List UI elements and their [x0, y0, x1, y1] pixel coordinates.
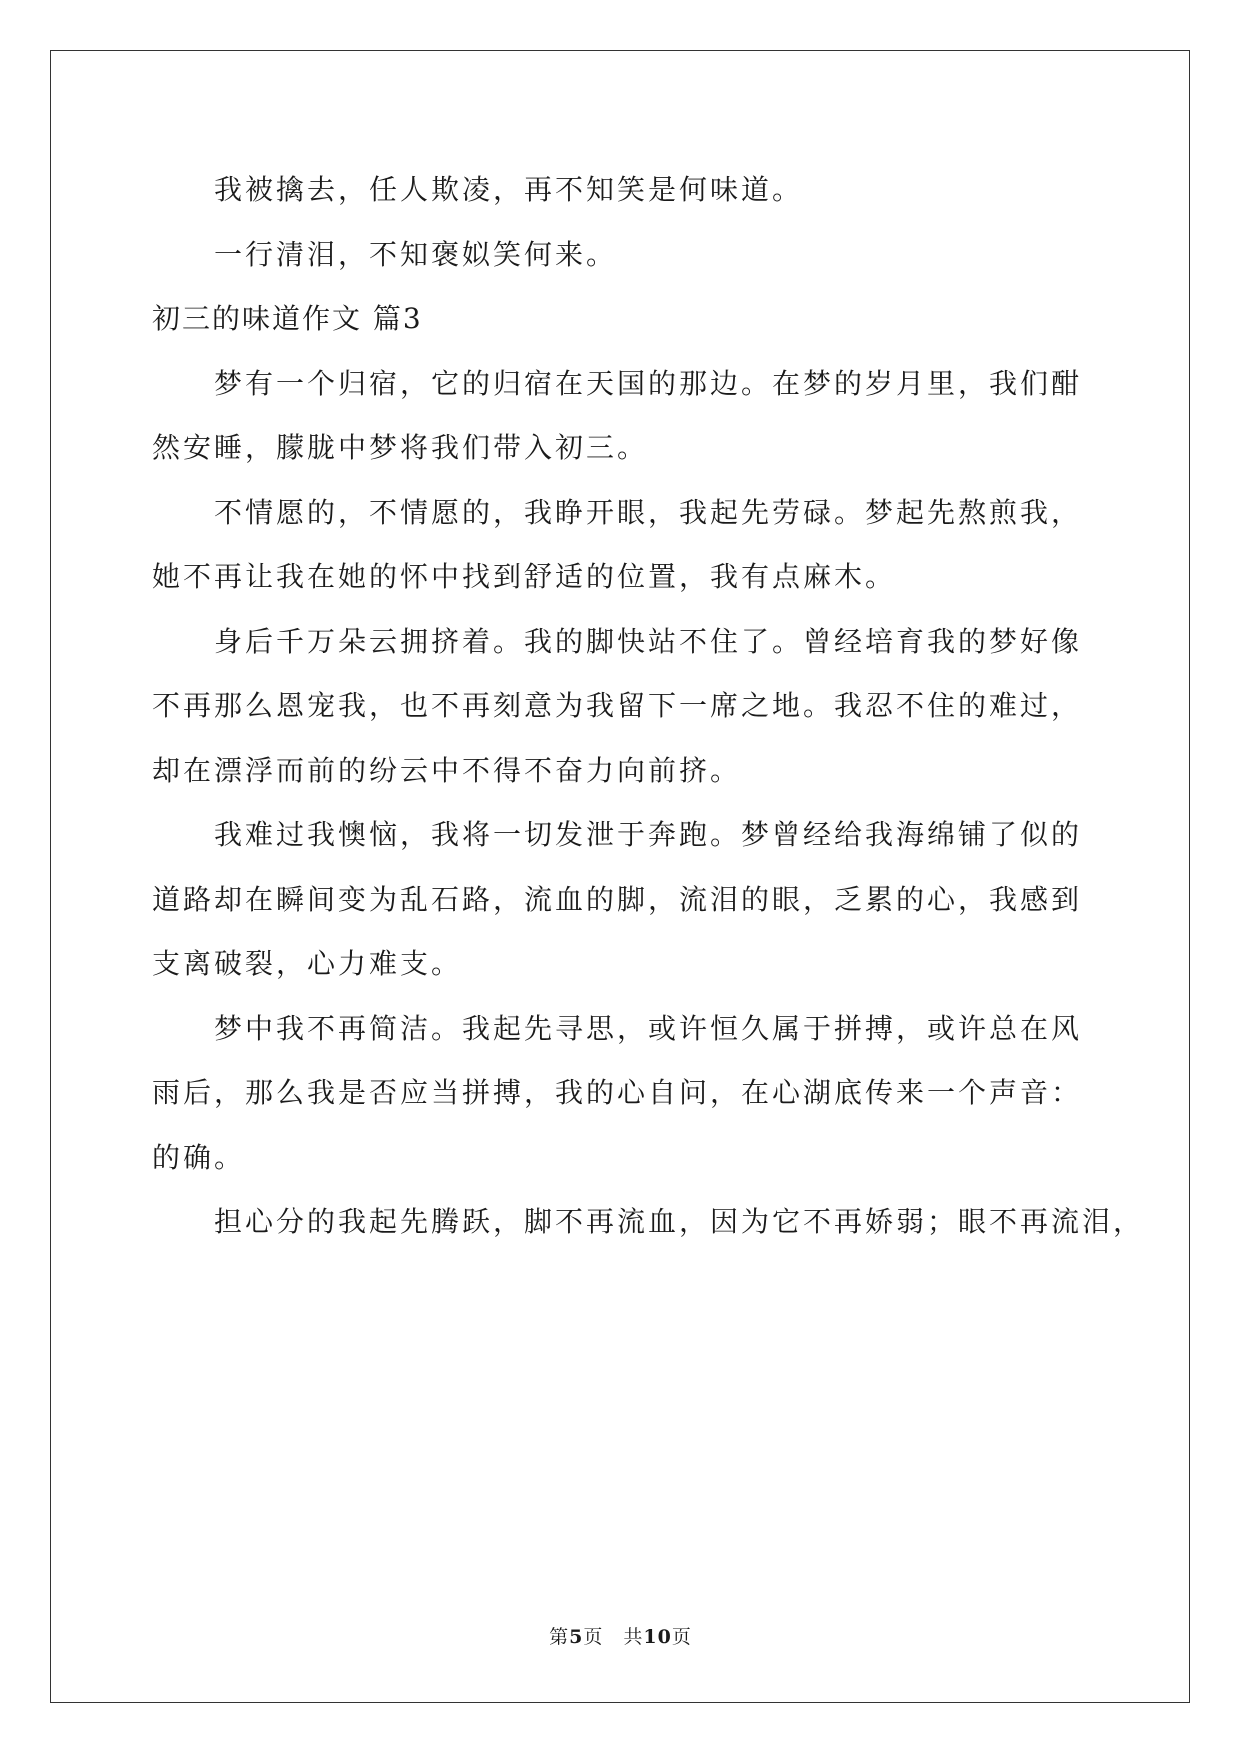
paragraph-line: 然安睡，朦胧中梦将我们带入初三。 [152, 431, 649, 464]
paragraph-line: 的确。 [152, 1140, 246, 1174]
paragraph-line: 雨后，那么我是否应当拼搏，我的心自问，在心湖底传来一个声音： [152, 1076, 1083, 1109]
document-body [152, 158, 1145, 1255]
section-heading: 初三的味道作文 篇3 [152, 302, 423, 335]
page-unit: 页 [583, 1626, 604, 1648]
paragraph-line: 不再那么恩宠我，也不再刻意为我留下一席之地。我忍不住的难过， [152, 689, 1083, 722]
page-total: 10 [643, 1626, 672, 1648]
paragraph-line: 我难过我懊恼，我将一切发泄于奔跑。梦曾经给我海绵铺了似的 [214, 818, 1083, 851]
paragraph-line: 她不再让我在她的怀中找到舒适的位置，我有点麻木。 [152, 560, 897, 593]
total-unit: 页 [671, 1626, 692, 1648]
paragraph-line: 不情愿的，不情愿的，我睁开眼，我起先劳碌。梦起先熬煎我， [214, 495, 1083, 529]
paragraph-line: 梦有一个归宿，它的归宿在天国的那边。在梦的岁月里，我们酣 [214, 366, 1083, 400]
paragraph-line: 担心分的我起先腾跃，脚不再流血，因为它不再娇弱；眼不再流泪， [214, 1205, 1145, 1238]
total-prefix: 共 [623, 1626, 644, 1648]
page-prefix: 第 [549, 1626, 570, 1648]
paragraph-line: 我被擒去，任人欺凌，再不知笑是何味道。 [214, 173, 804, 206]
paragraph-line: 支离破裂，心力难支。 [152, 947, 463, 980]
page-current: 5 [569, 1626, 584, 1648]
paragraph-line: 梦中我不再简洁。我起先寻思，或许恒久属于拼搏，或许总在风 [214, 1011, 1083, 1045]
paragraph-line: 一行清泪，不知褒姒笑何来。 [214, 237, 618, 271]
paragraph-line: 身后千万朵云拥挤着。我的脚快站不住了。曾经培育我的梦好像 [214, 624, 1083, 658]
page-footer [0, 1622, 1241, 1649]
paragraph-line: 道路却在瞬间变为乱石路，流血的脚，流泪的眼，乏累的心，我感到 [152, 882, 1083, 916]
paragraph-line: 却在漂浮而前的纷云中不得不奋力向前挤。 [152, 753, 742, 787]
